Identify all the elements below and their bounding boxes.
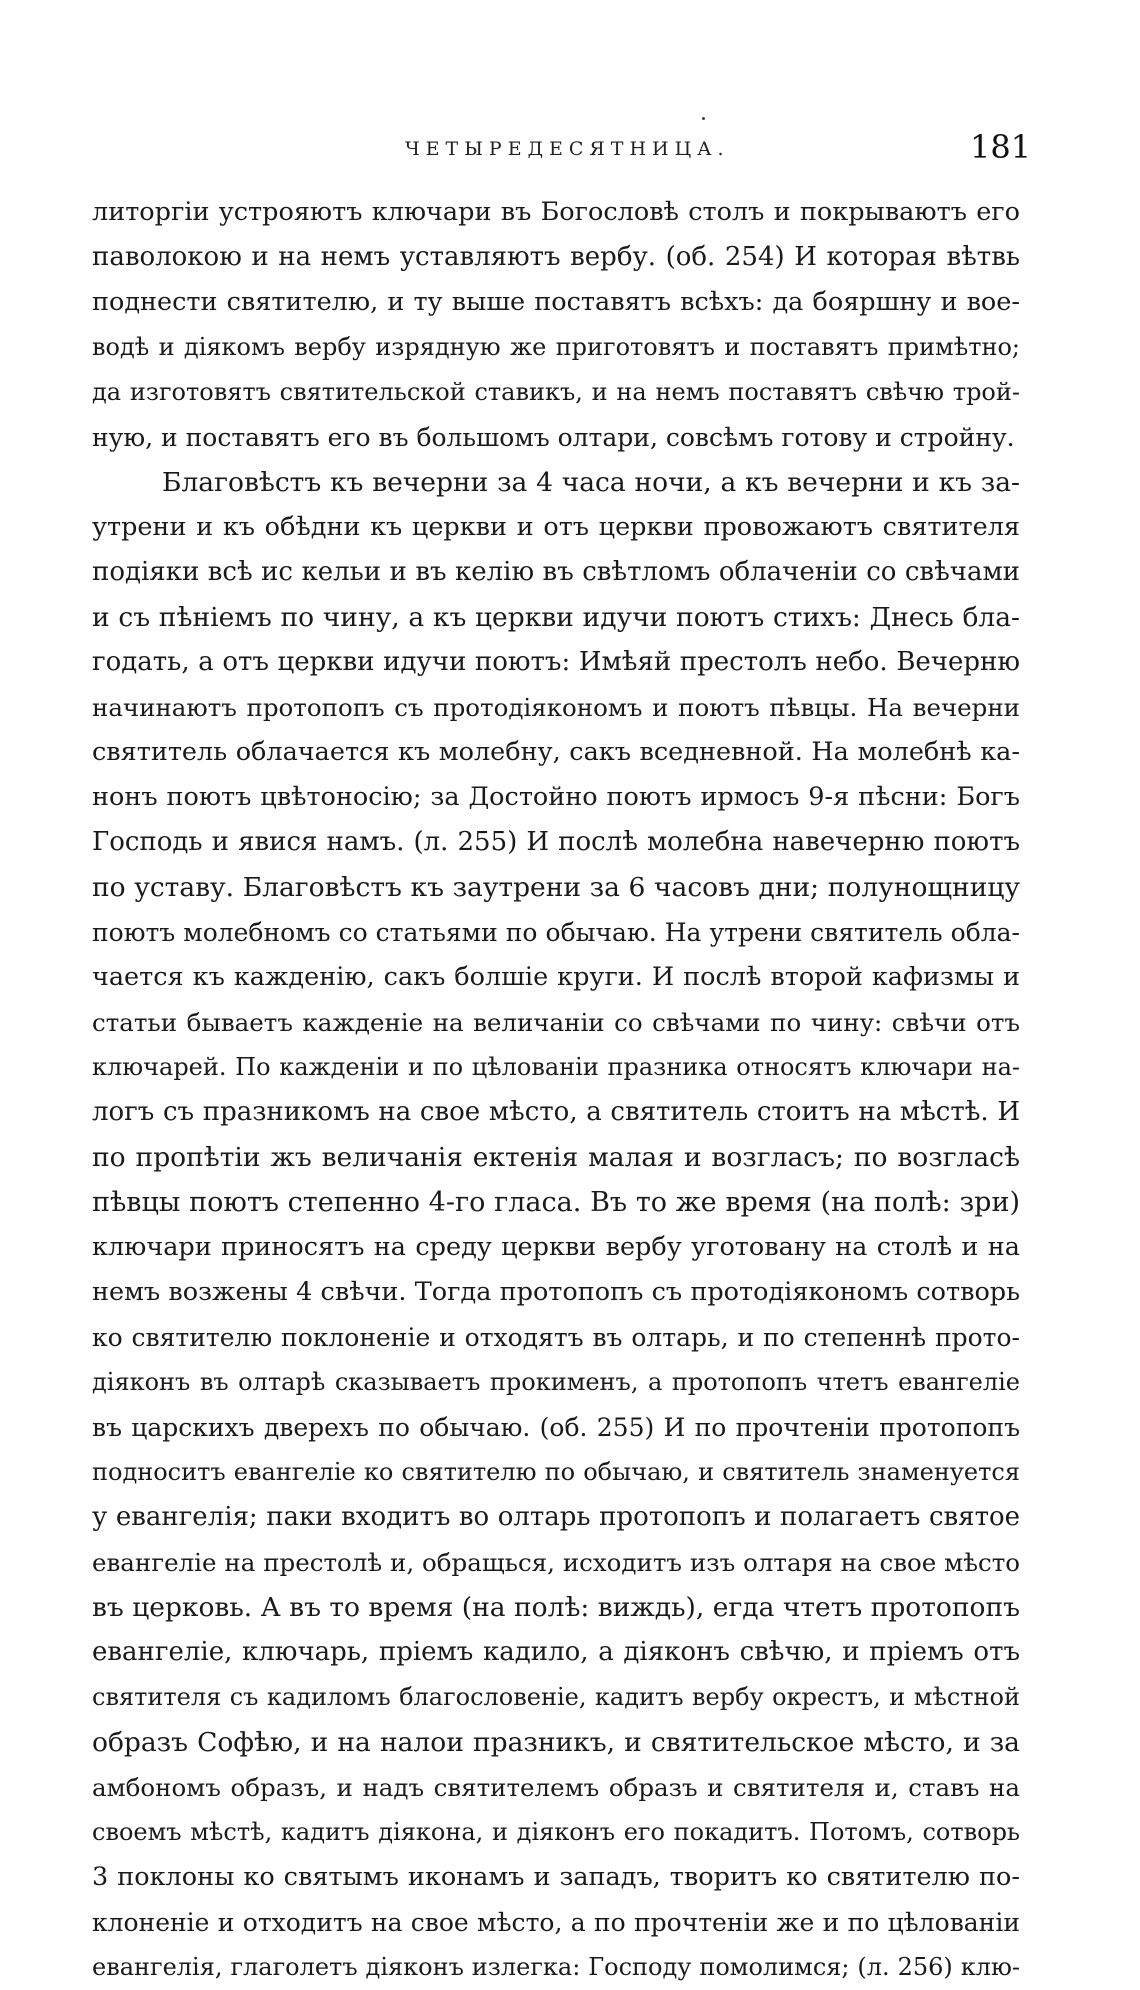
text-line: ко святителю поклоненіе и отходятъ въ олтарь, и по степеннѣ прото- bbox=[92, 1323, 1020, 1352]
text-line: утрени и къ обѣдни къ церкви и отъ церкви провожаютъ святителя bbox=[92, 512, 1020, 542]
text-line: въ церковь. А въ то время (на полѣ: виждь), егда чтетъ протопопъ bbox=[92, 1592, 1020, 1623]
text-line: статьи бываетъ кажденіе на величаніи со свѣчами по чину: свѣчи отъ bbox=[92, 1008, 1020, 1037]
text-line: по уставу. Благовѣстъ къ заутрени за 6 часовъ дни; полунощницу bbox=[92, 872, 1020, 903]
text-line: въ царскихъ дверехъ по обычаю. (об. 255) И по прочтеніи протопопъ bbox=[92, 1413, 1020, 1442]
text-line: амбономъ образъ, и надъ святителемъ образъ и святителя и, ставъ на bbox=[92, 1773, 1020, 1802]
text-line: Благовѣстъ къ вечерни за 4 часа ночи, а къ вечерни и къ за- bbox=[162, 467, 1020, 498]
text-line: клоненіе и отходитъ на свое мѣсто, а по прочтеніи же и по цѣлованіи bbox=[92, 1908, 1020, 1937]
text-line: логъ съ празникомъ на свое мѣсто, а святитель стоитъ на мѣстѣ. И bbox=[92, 1097, 1020, 1127]
ink-speck bbox=[702, 117, 705, 120]
running-head: ЧЕТЫРЕДЕСЯТНИЦА. bbox=[405, 138, 730, 160]
text-line: водѣ и діякомъ вербу изрядную же приготовятъ и поставятъ примѣтно; bbox=[92, 333, 1020, 361]
text-line: своемъ мѣстѣ, кадитъ діякона, и діяконъ его покадитъ. Потомъ, сотворь bbox=[92, 1818, 1020, 1846]
text-line: поднести святителю, и ту выше поставятъ всѣхъ: да бояршну и вое- bbox=[92, 287, 1020, 317]
text-line: по пропѣтіи жъ величанія ектенія малая и возгласъ; по возгласѣ bbox=[92, 1142, 1020, 1173]
text-line: подіяки всѣ ис кельи и въ келію въ свѣтломъ облаченіи со свѣчами bbox=[92, 557, 1020, 587]
text-line: евангеліе на престолѣ и, обращься, исходитъ изъ олтаря на свое мѣсто bbox=[92, 1548, 1020, 1577]
text-line: святителя съ кадиломъ благословеніе, кадитъ вербу окрестъ, и мѣстной bbox=[92, 1683, 1020, 1711]
text-line: святитель облачается къ молебну, сакъ вседневной. На молебнѣ ка- bbox=[92, 737, 1020, 767]
text-line: подноситъ евангеліе ко святителю по обычаю, и святитель знаменуется bbox=[92, 1458, 1020, 1486]
text-line: да изготовятъ святительской ставикъ, и на немъ поставятъ свѣчю трой- bbox=[92, 378, 1020, 406]
text-line: немъ возжены 4 свѣчи. Тогда протопопъ съ протодіякономъ сотворь bbox=[92, 1277, 1020, 1307]
text-line: ключарей. По кажденіи и по цѣлованіи празника относятъ ключари на- bbox=[92, 1053, 1020, 1081]
body-text bbox=[92, 190, 1020, 1990]
text-line: пѣвцы поютъ степенно 4-го гласа. Въ то же время (на полѣ: зри) bbox=[92, 1187, 1020, 1218]
text-line: литоргіи устрояютъ ключари въ Богословѣ столъ и покрываютъ его bbox=[92, 197, 1020, 227]
text-line: ключари приносятъ на среду церкви вербу уготовану на столѣ и на bbox=[92, 1232, 1020, 1262]
text-line: паволокою и на немъ уставляютъ вербу. (об. 254) И которая вѣтвь bbox=[92, 242, 1020, 272]
text-line: образъ Софѣю, и на налои празникъ, и святительское мѣсто, и за bbox=[92, 1727, 1020, 1758]
text-line: нонъ поютъ цвѣтоносію; за Достойно поютъ ирмосъ 9-я пѣсни: Богъ bbox=[92, 782, 1020, 812]
text-line: 3 поклоны ко святымъ иконамъ и западъ, творитъ ко святителю по- bbox=[92, 1862, 1020, 1892]
text-line: начинаютъ протопопъ съ протодіякономъ и поютъ пѣвцы. На вечерни bbox=[92, 693, 1020, 722]
text-line: Господь и явися намъ. (л. 255) И послѣ молебна навечерню поютъ bbox=[92, 827, 1020, 857]
text-line: у евангелія; паки входитъ во олтарь протопопъ и полагаетъ святое bbox=[92, 1502, 1020, 1532]
text-line: и съ пѣніемъ по чину, а къ церкви идучи поютъ стихъ: Днесь бла- bbox=[92, 602, 1020, 633]
text-line: поютъ молебномъ со статьями по обычаю. На утрени святитель обла- bbox=[92, 918, 1020, 947]
text-line: ную, и поставятъ его въ большомъ олтари, совсѣмъ готову и стройну. bbox=[92, 423, 1015, 452]
text-line: годать, а отъ церкви идучи поютъ: Имѣяй престолъ небо. Вечерню bbox=[92, 647, 1020, 677]
text-line: евангеліе, ключарь, пріемъ кадило, а діяконъ свѣчю, и пріемъ отъ bbox=[92, 1637, 1020, 1667]
page-number: 181 bbox=[970, 128, 1032, 166]
text-line: евангелія, глаголетъ діяконъ излегка: Господу помолимся; (л. 256) клю- bbox=[92, 1953, 1020, 1981]
text-line: діяконъ въ олтарѣ сказываетъ прокименъ, а протопопъ чтетъ евангеліе bbox=[92, 1368, 1020, 1396]
text-line: чается къ кажденію, сакъ болшіе круги. И послѣ второй кафизмы и bbox=[92, 962, 1020, 992]
